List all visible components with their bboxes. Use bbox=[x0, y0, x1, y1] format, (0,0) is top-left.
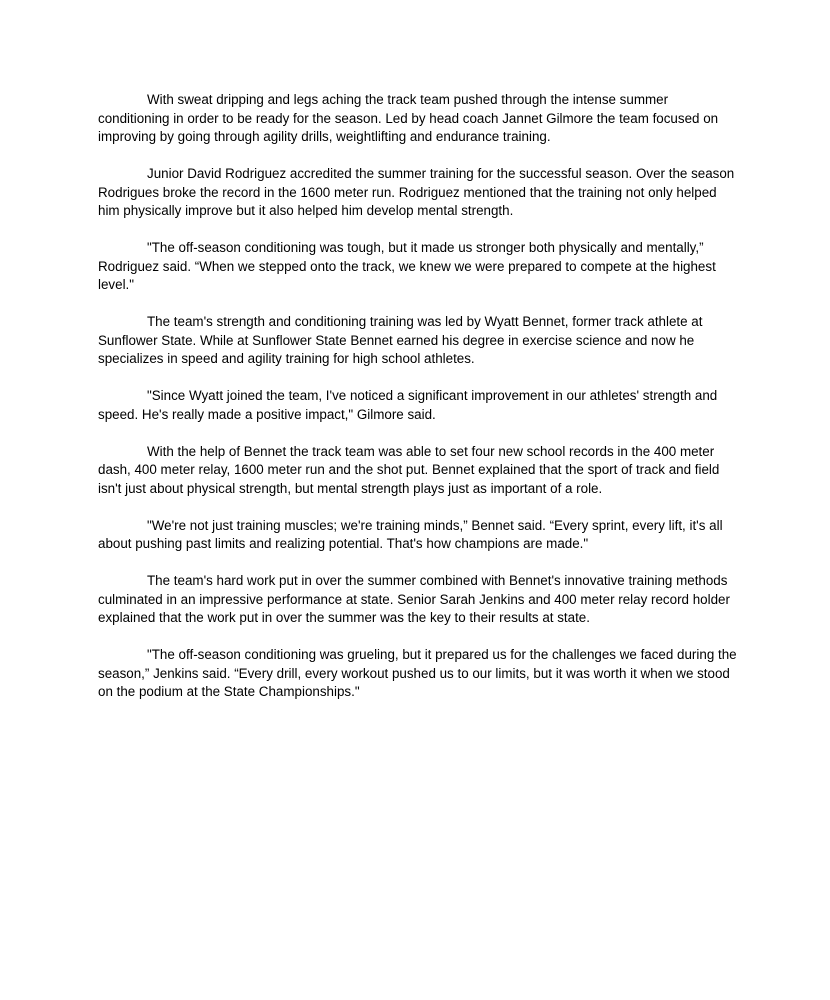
document-body bbox=[98, 91, 738, 720]
paragraph-1: With sweat dripping and legs aching the track team pushed through the intense summer conditioning in order to be ready for the season. Led by head coach Jannet Gilmore the team focused on improving by going through agility drills, weightlifting and endurance training. bbox=[98, 92, 719, 144]
paragraph-4: The team's strength and conditioning training was led by Wyatt Bennet, former track athlete at Sunflower State. While at Sunflower State Bennet earned his degree in exercise science and now he specializes in speed and agility training for high school athletes. bbox=[98, 314, 703, 366]
paragraph-7: "We're not just training muscles; we're training minds,” Bennet said. “Every sprint, every lift, it's all about pushing past limits and realizing potential. That's how champions are made." bbox=[98, 517, 723, 551]
paragraph-5: "Since Wyatt joined the team, I've noticed a significant improvement in our athletes' strength and speed. He's really made a positive impact," Gilmore said. bbox=[98, 388, 718, 422]
paragraph-9: "The off-season conditioning was grueling, but it prepared us for the challenges we faced during the season,” Jenkins said. “Every drill, every workout pushed us to our limits, but it was worth it when we stood on the podium at the State Championships." bbox=[98, 647, 737, 699]
paragraph-3: "The off-season conditioning was tough, but it made us stronger both physically and mentally,” Rodriguez said. “When we stepped onto the track, we knew we were prepared to compete at the highest level." bbox=[98, 240, 716, 292]
paragraph-2: Junior David Rodriguez accredited the summer training for the successful season. Over the season Rodrigues broke the record in the 1600 meter run. Rodriguez mentioned that the training not only helped him physically improve but it also helped him develop mental strength. bbox=[98, 166, 735, 218]
paragraph-6: With the help of Bennet the track team was able to set four new school records in the 400 meter dash, 400 meter relay, 1600 meter run and the shot put. Bennet explained that the sport of track and field isn't just about physical strength, but mental strength plays just as important of a role. bbox=[98, 443, 720, 496]
paragraph-8: The team's hard work put in over the summer combined with Bennet's innovative training methods culminated in an impressive performance at state. Senior Sarah Jenkins and 400 meter relay record holder explained that the work put in over the summer was the key to their results at state. bbox=[98, 573, 730, 625]
